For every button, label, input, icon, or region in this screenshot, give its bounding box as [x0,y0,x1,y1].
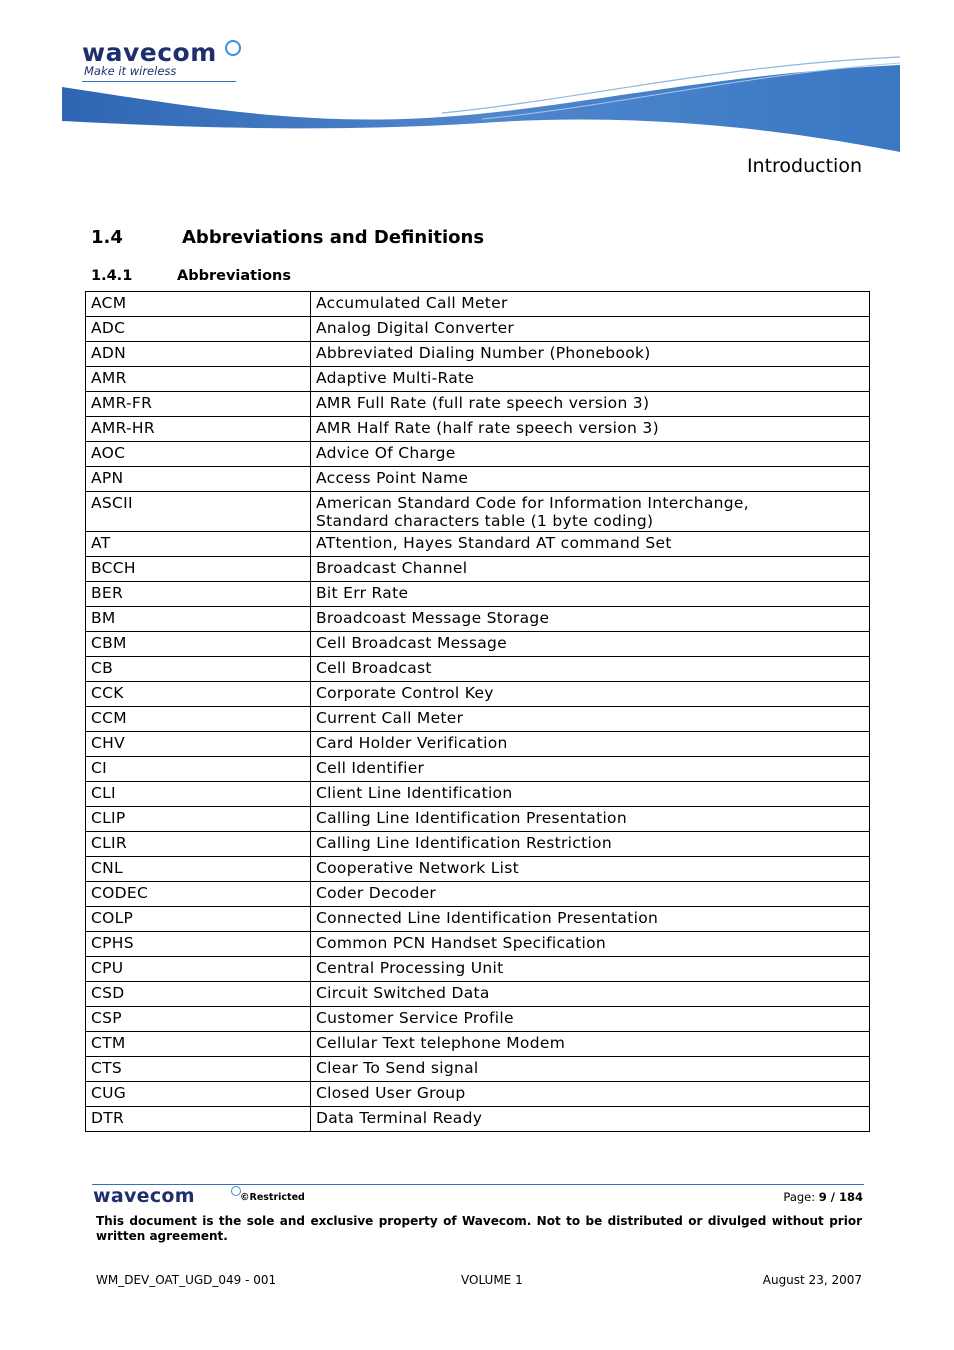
table-row [86,557,870,582]
table-row [86,882,870,907]
definition-cell [311,317,870,342]
abbreviation-cell: CTM [86,1032,311,1057]
definition-text: Calling Line Identification Presentation [316,809,627,827]
abbreviation-cell: CB [86,657,311,682]
definition-cell [311,832,870,857]
definition-cell [311,1007,870,1032]
definition-cell [311,682,870,707]
classification-label: ©Restricted [240,1192,305,1203]
abbreviation-cell: CLI [86,782,311,807]
abbreviation-cell: AMR-HR [86,417,311,442]
table-row [86,932,870,957]
abbreviation-cell: CLIR [86,832,311,857]
definition-cell [311,857,870,882]
table-row [86,832,870,857]
document-date: August 23, 2007 [762,1273,862,1287]
definition-cell [311,392,870,417]
table-row [86,682,870,707]
definition-text: Card Holder Verification [316,734,508,752]
table-row [86,657,870,682]
definition-text: Analog Digital Converter [316,319,515,337]
table-row [86,532,870,557]
subsection-number: 1.4.1 [91,268,133,284]
table-row [86,907,870,932]
confidentiality-notice: This document is the sole and exclusive property of Wavecom. Not to be distributed or divulged without prior written agreement. [96,1214,862,1243]
definition-text: AMR Half Rate (half rate speech version 3) [316,419,659,437]
definition-text-line2: Standard characters table (1 byte coding) [316,512,654,530]
table-row [86,757,870,782]
definition-cell [311,1082,870,1107]
definition-text: Broadcoast Message Storage [316,609,550,627]
table-row [86,732,870,757]
definition-cell [311,1057,870,1082]
abbreviation-cell: CUG [86,1082,311,1107]
definition-text: Client Line Identification [316,784,513,802]
definition-cell [311,417,870,442]
table-row [86,607,870,632]
definition-cell [311,292,870,317]
definition-text: Common PCN Handset Specification [316,934,606,952]
definition-cell [311,367,870,392]
definition-cell [311,657,870,682]
definition-text: Current Call Meter [316,709,464,727]
abbreviation-cell: AMR-FR [86,392,311,417]
running-section-title: Introduction [746,155,862,177]
abbreviation-cell: DTR [86,1107,311,1132]
abbreviation-cell: CNL [86,857,311,882]
definition-text: Cell Identifier [316,759,425,777]
definition-cell [311,807,870,832]
definition-text: Closed User Group [316,1084,466,1102]
logo-tagline: Make it wireless [84,64,177,78]
definition-text: Connected Line Identification Presentation [316,909,659,927]
definition-cell [311,707,870,732]
definition-cell [311,882,870,907]
definition-text: Corporate Control Key [316,684,494,702]
definition-cell [311,582,870,607]
abbreviation-cell: CPHS [86,932,311,957]
definition-cell [311,557,870,582]
table-row [86,492,870,532]
definition-cell [311,757,870,782]
definition-text: Broadcast Channel [316,559,468,577]
definition-cell [311,932,870,957]
definition-cell [311,1032,870,1057]
abbreviation-cell: ASCII [86,492,311,532]
table-row [86,1007,870,1032]
page-indicator [783,1190,863,1204]
definition-text: Clear To Send signal [316,1059,479,1077]
abbreviation-cell: CPU [86,957,311,982]
table-row [86,1107,870,1132]
definition-text: Customer Service Profile [316,1009,514,1027]
section-title: Abbreviations and Definitions [182,227,485,248]
abbreviation-cell: CSD [86,982,311,1007]
definition-cell [311,532,870,557]
table-row [86,707,870,732]
definition-cell [311,632,870,657]
abbreviation-cell: CODEC [86,882,311,907]
abbreviation-cell: BER [86,582,311,607]
definition-text: Central Processing Unit [316,959,504,977]
definition-cell [311,342,870,367]
footer-divider [92,1184,864,1185]
table-row [86,392,870,417]
abbreviation-cell: CCM [86,707,311,732]
abbreviation-cell: APN [86,467,311,492]
definition-text: Coder Decoder [316,884,437,902]
header-wave-banner [62,55,900,155]
definition-cell [311,492,870,532]
section-number: 1.4 [91,227,123,248]
table-row [86,807,870,832]
abbreviation-cell: BCCH [86,557,311,582]
definition-text: Cell Broadcast Message [316,634,508,652]
logo-swirl-icon [225,40,241,56]
abbreviations-table [85,291,870,1132]
table-row [86,632,870,657]
definition-cell [311,732,870,757]
abbreviation-cell: CTS [86,1057,311,1082]
abbreviation-cell: CI [86,757,311,782]
abbreviation-cell: CHV [86,732,311,757]
definition-text: Cellular Text telephone Modem [316,1034,566,1052]
volume-label: VOLUME 1 [461,1273,523,1287]
definition-text: Accumulated Call Meter [316,294,508,312]
abbreviation-cell: BM [86,607,311,632]
definition-text: ATtention, Hayes Standard AT command Set [316,534,672,552]
table-row [86,1032,870,1057]
definition-cell [311,442,870,467]
table-row [86,782,870,807]
abbreviation-cell: CLIP [86,807,311,832]
table-row [86,342,870,367]
table-row [86,467,870,492]
definition-text: Abbreviated Dialing Number (Phonebook) [316,344,651,362]
definition-text: Cooperative Network List [316,859,519,877]
table-row [86,957,870,982]
abbreviation-cell: CSP [86,1007,311,1032]
abbreviation-cell: CCK [86,682,311,707]
abbreviation-cell: ADN [86,342,311,367]
definition-cell [311,907,870,932]
definition-text: Bit Err Rate [316,584,409,602]
definition-text: Advice Of Charge [316,444,456,462]
definition-text: Calling Line Identification Restriction [316,834,612,852]
abbreviation-cell: COLP [86,907,311,932]
definition-cell [311,1107,870,1132]
footer-wavecom-logo: wavecom [93,1185,195,1207]
definition-text: American Standard Code for Information Interchange, [316,494,749,512]
table-row [86,1057,870,1082]
definition-cell [311,607,870,632]
definition-cell [311,467,870,492]
abbreviation-cell: AT [86,532,311,557]
abbreviation-cell: ACM [86,292,311,317]
definition-text: Cell Broadcast [316,659,432,677]
page-label: Page: [783,1190,816,1204]
abbreviation-cell: CBM [86,632,311,657]
table-row [86,417,870,442]
table-row [86,582,870,607]
definition-cell [311,957,870,982]
page-number: 9 / 184 [818,1190,863,1204]
table-row [86,442,870,467]
document-reference: WM_DEV_OAT_UGD_049 - 001 [96,1273,277,1287]
abbreviation-cell: ADC [86,317,311,342]
table-row [86,367,870,392]
abbreviation-cell: AOC [86,442,311,467]
table-row [86,317,870,342]
table-row [86,1082,870,1107]
definition-text: Data Terminal Ready [316,1109,483,1127]
definition-text: Access Point Name [316,469,469,487]
abbreviation-cell: AMR [86,367,311,392]
table-row [86,982,870,1007]
table-row [86,292,870,317]
subsection-title: Abbreviations [177,268,291,284]
definition-cell [311,982,870,1007]
definition-text: AMR Full Rate (full rate speech version 3) [316,394,650,412]
definition-cell [311,782,870,807]
definition-text: Circuit Switched Data [316,984,490,1002]
table-row [86,857,870,882]
definition-text: Adaptive Multi-Rate [316,369,475,387]
wavecom-logo: wavecom [82,38,217,67]
